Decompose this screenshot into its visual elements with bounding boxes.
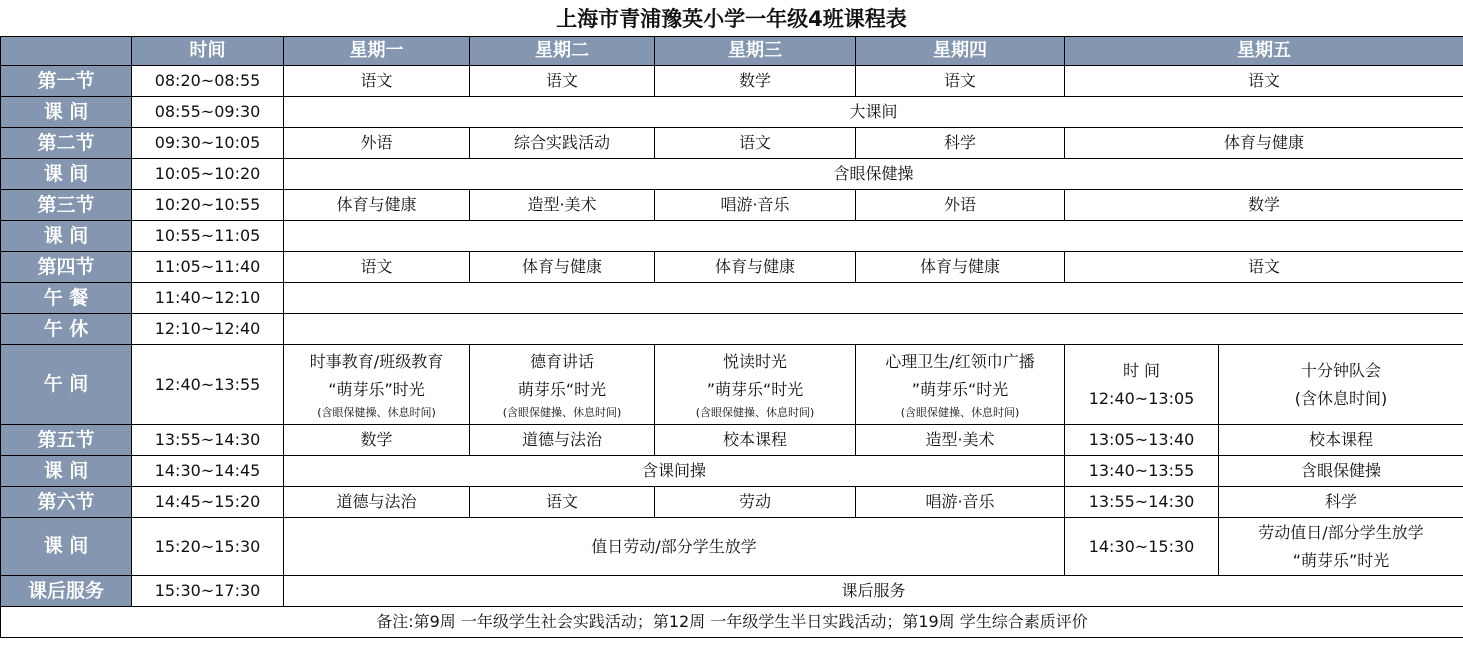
cell-wednesday: 唱游·音乐 bbox=[655, 190, 856, 221]
header-wednesday: 星期三 bbox=[655, 37, 856, 66]
cell-span bbox=[284, 283, 1463, 314]
cell-friday-time bbox=[1065, 345, 1219, 425]
row-label: 午 餐 bbox=[1, 283, 132, 314]
cell-friday-time: 13:55~14:30 bbox=[1065, 487, 1219, 518]
cell-wednesday: 劳动 bbox=[655, 487, 856, 518]
row-time: 10:55~11:05 bbox=[132, 221, 284, 252]
cell-line: 德育讲话 bbox=[529, 351, 594, 371]
cell-thursday: 体育与健康 bbox=[856, 252, 1065, 283]
row-label: 课 间 bbox=[1, 97, 132, 128]
row-time: 11:40~12:10 bbox=[132, 283, 284, 314]
table-row bbox=[1, 576, 1463, 607]
cell-note: (含眼保健操、休息时间) bbox=[317, 405, 436, 419]
row-time: 08:20~08:55 bbox=[132, 66, 284, 97]
cell-friday bbox=[1219, 345, 1463, 425]
table-row bbox=[1, 97, 1463, 128]
row-label: 课 间 bbox=[1, 159, 132, 190]
cell-monday: 数学 bbox=[284, 425, 470, 456]
cell-thursday bbox=[856, 345, 1065, 425]
cell-wednesday: 语文 bbox=[655, 128, 856, 159]
row-time: 11:05~11:40 bbox=[132, 252, 284, 283]
cell-line: 劳动值日/部分学生放学 bbox=[1258, 522, 1424, 542]
cell-tuesday: 综合实践活动 bbox=[470, 128, 655, 159]
cell-monday: 体育与健康 bbox=[284, 190, 470, 221]
cell-line: 时事教育/班级教育 bbox=[309, 351, 444, 371]
header-tuesday: 星期二 bbox=[470, 37, 655, 66]
cell-tuesday: 道德与法治 bbox=[470, 425, 655, 456]
cell-span: 大课间 bbox=[284, 97, 1463, 128]
cell-line: ”萌芽乐“时光 bbox=[911, 379, 1009, 399]
cell-note: (含眼保健操、休息时间) bbox=[502, 405, 622, 419]
cell-monday bbox=[284, 345, 470, 425]
row-label: 第一节 bbox=[1, 66, 132, 97]
cell-tuesday: 语文 bbox=[470, 66, 655, 97]
page-title: 上海市青浦豫英小学一年级4班课程表 bbox=[556, 7, 907, 31]
cell-span: 课后服务 bbox=[284, 576, 1463, 607]
cell-friday: 校本课程 bbox=[1219, 425, 1463, 456]
table-row bbox=[1, 345, 1463, 425]
row-label: 第三节 bbox=[1, 190, 132, 221]
cell-monday: 外语 bbox=[284, 128, 470, 159]
cell-line: 心理卫生/红领巾广播 bbox=[885, 351, 1035, 371]
cell-line: 悦读时光 bbox=[722, 351, 787, 371]
cell-line: 时 间 bbox=[1122, 360, 1161, 380]
cell-wednesday bbox=[655, 345, 856, 425]
cell-wednesday: 体育与健康 bbox=[655, 252, 856, 283]
cell-thursday: 语文 bbox=[856, 66, 1065, 97]
row-label: 午 间 bbox=[1, 345, 132, 425]
cell-line: (含休息时间) bbox=[1294, 388, 1388, 408]
header-row bbox=[1, 37, 1463, 66]
cell-wednesday: 数学 bbox=[655, 66, 856, 97]
header-friday: 星期五 bbox=[1065, 37, 1463, 66]
row-time: 12:10~12:40 bbox=[132, 314, 284, 345]
cell-thursday: 科学 bbox=[856, 128, 1065, 159]
row-label: 课 间 bbox=[1, 456, 132, 487]
remarks: 备注:第9周 一年级学生社会实践活动；第12周 一年级学生半日实践活动；第19周 学生综合素质评价 bbox=[1, 607, 1463, 638]
row-time: 12:40~13:55 bbox=[132, 345, 284, 425]
row-time: 09:30~10:05 bbox=[132, 128, 284, 159]
row-time: 10:05~10:20 bbox=[132, 159, 284, 190]
row-time: 08:55~09:30 bbox=[132, 97, 284, 128]
cell-friday: 体育与健康 bbox=[1065, 128, 1463, 159]
cell-friday-time: 14:30~15:30 bbox=[1065, 518, 1219, 576]
row-label: 第四节 bbox=[1, 252, 132, 283]
cell-line: 十分钟队会 bbox=[1300, 360, 1381, 380]
row-label: 第二节 bbox=[1, 128, 132, 159]
timetable bbox=[0, 36, 1463, 638]
row-time: 15:30~17:30 bbox=[132, 576, 284, 607]
table-row bbox=[1, 314, 1463, 345]
cell-friday: 科学 bbox=[1219, 487, 1463, 518]
cell-note: (含眼保健操、休息时间) bbox=[695, 405, 815, 419]
table-row bbox=[1, 252, 1463, 283]
table-row bbox=[1, 487, 1463, 518]
row-label: 课后服务 bbox=[1, 576, 132, 607]
table-row bbox=[1, 159, 1463, 190]
header-monday: 星期一 bbox=[284, 37, 470, 66]
cell-span bbox=[284, 221, 1463, 252]
table-row bbox=[1, 66, 1463, 97]
cell-line: ”萌芽乐“时光 bbox=[706, 379, 804, 399]
cell-friday: 含眼保健操 bbox=[1219, 456, 1463, 487]
row-time: 14:30~14:45 bbox=[132, 456, 284, 487]
row-label: 第五节 bbox=[1, 425, 132, 456]
cell-span: 含课间操 bbox=[284, 456, 1065, 487]
cell-friday: 语文 bbox=[1065, 66, 1463, 97]
table-row bbox=[1, 128, 1463, 159]
cell-friday bbox=[1219, 518, 1463, 576]
cell-note: (含眼保健操、休息时间) bbox=[900, 405, 1020, 419]
row-label: 课 间 bbox=[1, 518, 132, 576]
cell-line: “萌芽乐”时光 bbox=[1292, 550, 1390, 570]
table-row bbox=[1, 518, 1463, 576]
cell-tuesday: 造型·美术 bbox=[470, 190, 655, 221]
cell-line: “萌芽乐”时光 bbox=[328, 379, 425, 399]
row-time: 14:45~15:20 bbox=[132, 487, 284, 518]
cell-span: 值日劳动/部分学生放学 bbox=[284, 518, 1065, 576]
cell-monday: 语文 bbox=[284, 66, 470, 97]
cell-thursday: 造型·美术 bbox=[856, 425, 1065, 456]
cell-thursday: 外语 bbox=[856, 190, 1065, 221]
cell-span bbox=[284, 314, 1463, 345]
row-time: 10:20~10:55 bbox=[132, 190, 284, 221]
header-thursday: 星期四 bbox=[856, 37, 1065, 66]
cell-line: 萌芽乐“时光 bbox=[517, 379, 607, 399]
cell-monday: 道德与法治 bbox=[284, 487, 470, 518]
cell-friday: 数学 bbox=[1065, 190, 1463, 221]
cell-tuesday: 体育与健康 bbox=[470, 252, 655, 283]
note-row bbox=[1, 607, 1463, 638]
cell-tuesday: 语文 bbox=[470, 487, 655, 518]
header-time: 时间 bbox=[132, 37, 284, 66]
cell-span: 含眼保健操 bbox=[284, 159, 1463, 190]
cell-friday: 语文 bbox=[1065, 252, 1463, 283]
cell-friday-time: 13:40~13:55 bbox=[1065, 456, 1219, 487]
header-blank bbox=[1, 37, 132, 66]
row-label: 第六节 bbox=[1, 487, 132, 518]
table-row bbox=[1, 425, 1463, 456]
cell-line: 12:40~13:05 bbox=[1088, 388, 1195, 408]
row-time: 15:20~15:30 bbox=[132, 518, 284, 576]
table-row bbox=[1, 221, 1463, 252]
cell-wednesday: 校本课程 bbox=[655, 425, 856, 456]
table-row bbox=[1, 283, 1463, 314]
row-time: 13:55~14:30 bbox=[132, 425, 284, 456]
table-row bbox=[1, 190, 1463, 221]
row-label: 午 休 bbox=[1, 314, 132, 345]
row-label: 课 间 bbox=[1, 221, 132, 252]
cell-monday: 语文 bbox=[284, 252, 470, 283]
cell-friday-time: 13:05~13:40 bbox=[1065, 425, 1219, 456]
table-row bbox=[1, 456, 1463, 487]
cell-tuesday bbox=[470, 345, 655, 425]
cell-thursday: 唱游·音乐 bbox=[856, 487, 1065, 518]
